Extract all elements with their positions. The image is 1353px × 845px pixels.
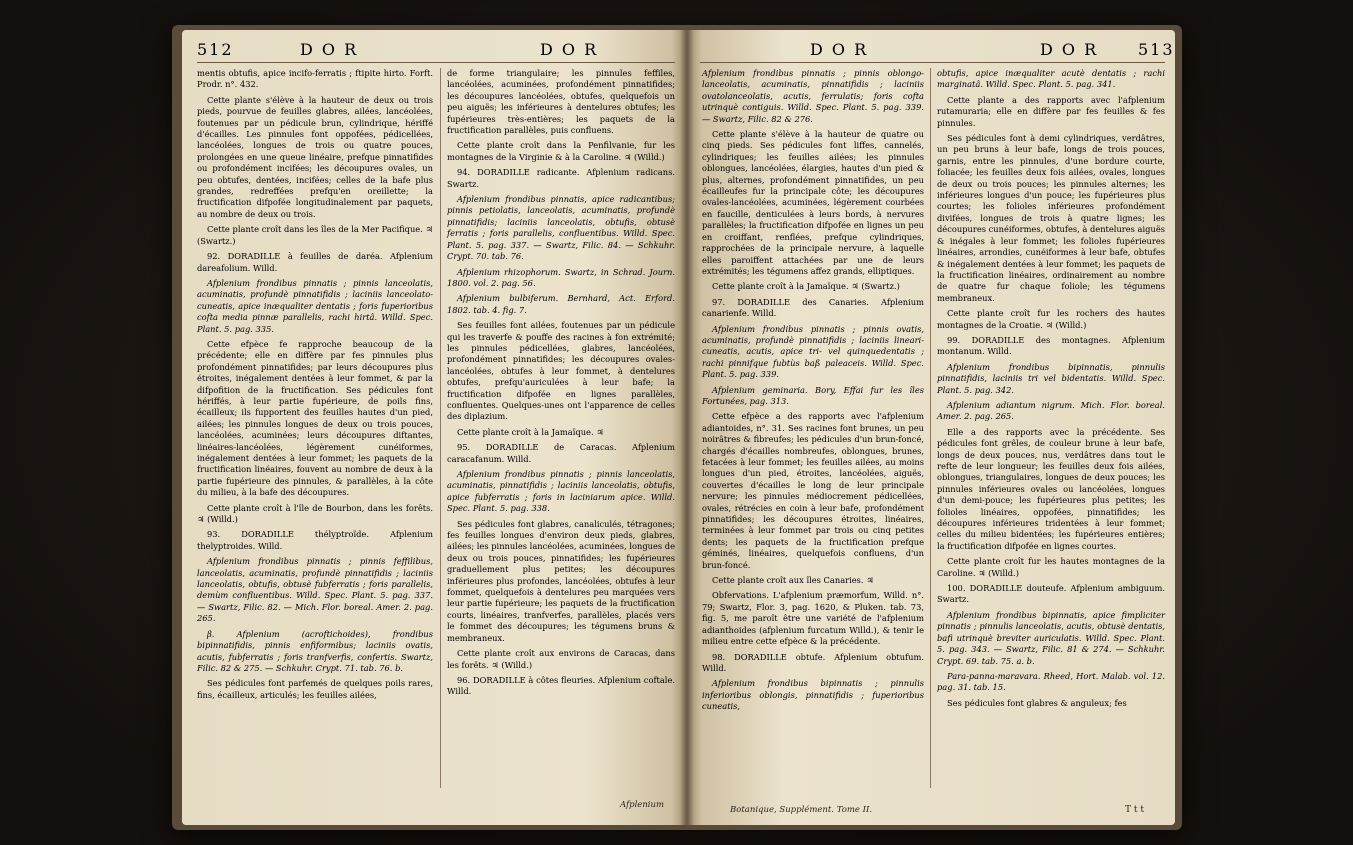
synonym: Afplenium rhizophorum. Swartz, in Schrad. Journ. 1800. vol. 2. pag. 56. [447, 266, 675, 288]
right-signature-line: Botanique, Supplément. Tome II. [730, 805, 873, 815]
entry-heading: 100. DORADILLE douteufe. Afplenium ambiguum. Swartz. [937, 583, 1165, 605]
latin-diagnosis: obtufis, apice inæqualiter acutè dentatis ; rachi marginatâ. Willd. Spec. Plant. 5. pag. 341. [937, 68, 1165, 90]
paragraph: Ses feuilles font ailées, foutenues par un pédicule qui les traverfe & pouffe des racines à fon extrémité; les pinnules pédicellées, glabres, lancéolées, profondément pinnatifides; les découpures ovales-lancéolées, obtufes à leur fommet, à dentelures obtufes, prefqu'auriculées à leur bafe; la fructification difpofée en lignes parallèles, confluentes. Quelques-unes ont l'apparence de celles des diplazium. [447, 320, 675, 422]
entry-heading: 97. DORADILLE des Canaries. Afplenium canarienfe. Willd. [702, 296, 924, 319]
synonym: Afplenium geminaria. Bory, Effai fur les îles Fortunées, pag. 313. [702, 384, 924, 406]
paragraph: Ses pédicules font parfemés de quelques poils rares, fins, écailleux, articulés; les feuilles ailées, [197, 678, 433, 700]
latin-diagnosis: Afplenium frondibus pinnatis ; pinnis feffilibus, lanceolatis, acuminatis, profundè pinnatifidis ; laciniis lanceolatis, obtufis, obtusè fubferratis ; foris parallelis, demùm confluentibus. Willd. Spec. Plant. 5. pag. 337. — Swartz, Filic. 82. — Mich. Flor. boreal. Amer. 2. pag. 265. [197, 556, 433, 624]
latin-variety: β. Afplenium (acroftichoides), frondibus bipinnatifidis, pinnis enfiformibus; laciniis ovatis, acutis, fubferratis ; foris tranfverfis, confertis. Swartz, Filic. 82 & 275. — Schkuhr. Crypt. 71. tab. 76. b. [197, 628, 433, 673]
latin-diagnosis: Afplenium frondibus bipinnatis ; pinnulis inferioribus oblongis, pinnatifidis ; fuperioribus cuneatis, [702, 678, 924, 712]
paragraph: Cette efpèce a des rapports avec l'afplenium adiantoides, n°. 31. Ses racines font brunes, un peu noirâtres & fibreufes; les pédicules d'un brun-foncé, chargés d'écailles nombreufes, oblongues, brunes, fetacées à leur fommet; les feuilles ailées, au moins longues d'un pied, étroites, lancéolées, aiguës, couvertes d'écailles le long de leur principale nervure; les pinnules médiocrement pédicellées, ovales, rétrécies en coin à leur bafe, profondément pinnatifides; les découpures étroites, linéaires, terminées à leur fommet par trois ou cinq petites dents; les paquets de la fructification prefque géminés, linéaires, quelquefois confluens, d'un brun-foncé. [702, 411, 924, 570]
latin-diagnosis: Afplenium frondibus pinnatis ; pinnis lanceolatis, acuminatis, profundè pinnatifidis ; laciniis lanceolato-cuneatis, apice inæqualiter dentatis ; foris fuperioribus cofta media pinnæ parallelis, rachi hirtâ. Willd. Spec. Plant. 5. pag. 335. [197, 277, 433, 334]
synonym: Para-panna-maravara. Rheed, Hort. Malab. vol. 12. pag. 31. tab. 15. [937, 670, 1165, 693]
right-page-number: 513 [1138, 40, 1175, 59]
synonym: Afplenium adiantum nigrum. Mich. Flor. boreal. Amer. 2. pag. 265. [937, 399, 1165, 422]
entry-heading: 96. DORADILLE à côtes fleuries. Afplenium coftale. Willd. [447, 674, 675, 697]
book-spine [680, 30, 694, 825]
left-catchword: Afplenium [620, 800, 665, 810]
text-column-1 [197, 68, 433, 705]
latin-diagnosis: Afplenium frondibus pinnatis, apice radicantibus; pinnis petiolatis, lanceolatis, acuminatis, profundè pinnatifidis; laciniis lanceolatis, obtufis, obtusè ferratis ; foris parallelis, confluentibus. Willd. Spec. Plant. 5. pag. 337. — Swartz, Filic. 84. — Schkuhr. Crypt. 70. tab. 76. [447, 194, 675, 262]
entry-heading: 94. DORADILLE radicante. Afplenium radicans. Swartz. [447, 167, 675, 189]
paragraph: Cette plante s'élève à la hauteur de quatre ou cinq pieds. Ses pédicules font liffes, cannelés, cylindriques; les feuilles ailées; les pinnules oblongues, lancéolées, élargies, hautes d'un pied & plus, alternes, profondément pinnatifides, un peu écailleufes fur la principale côte; les découpures ovales-lancéolées, acuminées, légèrement courbées en faucille, denticulées à leurs bords, à nervures parallèles; la fructification difpofée en lignes un peu en croiffant, renflées, prefque cylindriques, rapprochées de la principale nervure, à laquelle elles paroiffent attachées par une de leurs extrémités; les tégumens affez grands, elliptiques. [702, 129, 924, 276]
right-signature-mark: T t t [1125, 805, 1144, 815]
right-header-title-2: D O R [1040, 40, 1099, 59]
paragraph: Cette plante croît fur les hautes montagnes de la Caroline. ♃ (Willd.) [937, 556, 1165, 578]
entry-heading: 99. DORADILLE des montagnes. Afplenium montanum. Willd. [937, 334, 1165, 357]
synonym: Afplenium bulbiferum. Bernhard, Act. Erford. 1802. tab. 4. fig. 7. [447, 293, 675, 315]
left-header-rule [197, 62, 675, 63]
latin-diagnosis: Afplenium frondibus bipinnatis, apice fimpliciter pinnatis ; pinnulis lanceolatis, acutis, obtusè dentatis, bafi utrinquè breviter auriculatis. Willd. Spec. Plant. 5. pag. 343. — Swartz, Filic. 81 & 274. — Schkuhr. Crypt. 69. tab. 75. a. b. [937, 609, 1165, 666]
entry-heading: 95. DORADILLE de Caracas. Afplenium caracafanum. Willd. [447, 442, 675, 464]
right-column-divider [930, 68, 931, 788]
paragraph: Elle a des rapports avec la précédente. Ses pédicules font grêles, de couleur brune à leur bafe, longs de deux pouces, nus, verdâtres dans tout le refte de leur longueur; les feuilles deux fois ailées, oblongues, triangulaires, longues de deux pouces; les pinnules inférieures ovales ou lancéolées, longues d'un demi-pouce; les fupérieures plus petites; les folioles linéaires, oppofées, pinnatifides; les découpures inférieures tridentées à leur fommet; celles du milieu bidentées; les fupérieures entières; la fructification difpofée en lignes courtes. [937, 426, 1165, 551]
entry-heading: 92. DORADILLE à feuilles de daréa. Afplenium dareafolium. Willd. [197, 251, 433, 273]
paragraph: Cette plante croît dans la Penfilvanie, fur les montagnes de la Virginie & à la Caroline. ♃ (Willd.) [447, 140, 675, 162]
entry-heading: 93. DORADILLE thélyptroïde. Afplenium thelyptroides. Willd. [197, 529, 433, 551]
observations: Obfervations. L'afplenium præmorfum, Willd. n°. 79; Swartz, Flor. 3, pag. 1620, & Pluken. tab. 73, fig. 5, me paroît être une variété de l'afplenium adianthoides (afplenium furcatum Willd.), & tenir le milieu entre cette efpèce & la précédente. [702, 590, 924, 647]
paragraph: Cette plante croît aux îles Canaries. ♃ [712, 575, 874, 586]
text-column-4 [937, 68, 1165, 713]
text-column-3 [702, 68, 924, 717]
left-header-title-1: D O R [300, 40, 359, 59]
entry-heading: 98. DORADILLE obtufe. Afplenium obtufum. Willd. [702, 651, 924, 673]
right-header-title-1: D O R [810, 40, 869, 59]
paragraph: Ses pédicules font glabres & anguleux; fes [947, 697, 1127, 708]
paragraph: Cette plante croît dans les îles de la Mer Pacifique. ♃ (Swartz.) [197, 224, 433, 246]
paragraph: Cette plante croît à la Jamaïque. ♃ (Swartz.) [712, 281, 900, 292]
left-header-title-2: D O R [540, 40, 599, 59]
paragraph: Cette plante croît fur les rochers des hautes montagnes de la Croatie. ♃ (Willd.) [937, 308, 1165, 330]
text-column-2 [447, 68, 675, 702]
paragraph: Cette plante s'élève à la hauteur de deux ou trois pieds, pourvue de feuilles glabres, ailées, lancéolées, foutenues par un pédicule brun, cylindrique, hériffé d'écailles. Les pinnules font oppofées, pédicellées, lancéolées, longues de trois ou quatre pouces, prolongées en une queue linéaire, prefque pinnatifides ou profondément incifées; les découpures ovales, un peu obtufes, dentées, incifées; celles de la bafe plus grandes, redreffées prefqu'en oreillette; la fructification difpofée longitudinalement par paquets, au nombre de deux ou trois. [197, 94, 433, 219]
paragraph: Cette efpèce fe rapproche beaucoup de la précédente; elle en diffère par fes pinnules plus profondément pinnatifides; par leurs découpures plus étroites, inégalement dentées à leur fommet, & par la difpofition de la fructification. Ses pédicules font hériffés, à leur partie fupérieure, de poils fins, écailleux; ils fupportent des feuilles hautes d'un pied, ailées; les pinnules longues de deux ou trois pouces, lancéolées, acuminées; leurs découpures diftantes, linéaires-lancéolées, légèrement cunéiformes, inégalement dentées à leur fommet; les paquets de la fructification linéaires, fouvent au nombre de deux à la partie fupérieure des pinnules, & parallèles, à la côte du milieu, à la bafe des découpures. [197, 338, 433, 498]
paragraph: Cette plante croît à l'île de Bourbon, dans les forêts. ♃ (Willd.) [197, 502, 433, 525]
latin-diagnosis: Afplenium frondibus pinnatis ; pinnis ovatis, acuminatis, profundè pinnatifidis ; laciniis lineari-cuneatis, acutis, apice tri- vel quinquedentatis ; rachi pinnifque fubtùs baß paleaceis. Willd. Spec. Plant. 5. pag. 339. [702, 323, 924, 380]
paragraph: Ses pédicules font à demi cylindriques, verdâtres, un peu bruns à leur bafe, longs de trois pouces, garnis, entre les pinnules, d'une bordure courte, foliacée; les feuilles deux fois ailées, ovales, longues de deux ou trois pouces; les pinnules alternes; les inférieures longues d'un pouce; les fupérieures plus courtes; les folioles inférieures profondément divifées, longues de trois à quatre lignes; les découpures cunéiformes, obtufes, à dentelures aiguës & inégales à leur fommet; les folioles fupérieures linéaires, arrondies, cunéiformes à leur bafe, obtufes & inégalement dentées à leur fommet; les paquets de la fructification linéaires, ordinairement au nombre de quatre fur chaque foliole; les tégumens membraneux. [937, 133, 1165, 303]
paragraph: de forme triangulaire; les pinnules feffiles, lancéolées, acuminées, profondément pinnatifides; les découpures lancéolées, obtufes, quelquefois un peu aiguës; les inférieures à dentelures obtufes; les fupérieures très-entières; les paquets de la fructification parallèles, puis confluens. [447, 68, 675, 136]
paragraph: Cette plante a des rapports avec l'afplenium rutamuraria; elle en diffère par fes feuilles & fes pinnules. [937, 94, 1165, 128]
left-page-number: 512 [197, 40, 234, 59]
paragraph: Cette plante croît aux environs de Caracas, dans les forêts. ♃ (Willd.) [447, 648, 675, 670]
right-header-rule [700, 62, 1165, 63]
latin-diagnosis: Afplenium frondibus pinnatis ; pinnis lanceolatis, acuminatis, pinnatifidis ; laciniis lanceolatis, obtufis, apice fubferratis ; foris in laciniarum apice. Willd. Spec. Plant. 5. pag. 338. [447, 469, 675, 514]
latin-diagnosis: Afplenium frondibus pinnatis ; pinnis oblongo-lanceolatis, acuminatis, pinnatifidis ; laciniis ovatolanceolatis, acutis, ferrulatis; foris cofta utrinquè contiguis. Willd. Spec. Plant. 5. pag. 339. — Swartz, Filic. 82 & 276. [702, 68, 924, 124]
left-column-divider [440, 68, 441, 788]
paragraph: Cette plante croît à la Jamaïque. ♃ [457, 426, 604, 437]
latin-diagnosis: Afplenium frondibus bipinnatis, pinnulis pinnatifidis, laciniis tri vel bidentatis. Willd. Spec. Plant. 5. pag. 342. [937, 361, 1165, 395]
paragraph: mentis obtufis, apice incifo-ferratis ; ftipite hirto. Forft. Prodr. n°. 432. [197, 68, 433, 90]
paragraph: Ses pédicules font glabres, canaliculés, tétragones; fes feuilles longues d'environ deux pieds, glabres, ailées; les pinnules lancéolées, acuminées, longues de deux ou trois pouces, pinnatifides; les fupérieures graduellement plus petites; les découpures inférieures plus profondes, lancéolées, obtufes à leur fommet, quelquefois à dentelures peu marquées vers leur partie fupérieure; les paquets de la fructification courts, linéaires, tranfverfes, parallèles, placés vers le fommet des découpures; les tégumens bruns & membraneux. [447, 518, 676, 643]
